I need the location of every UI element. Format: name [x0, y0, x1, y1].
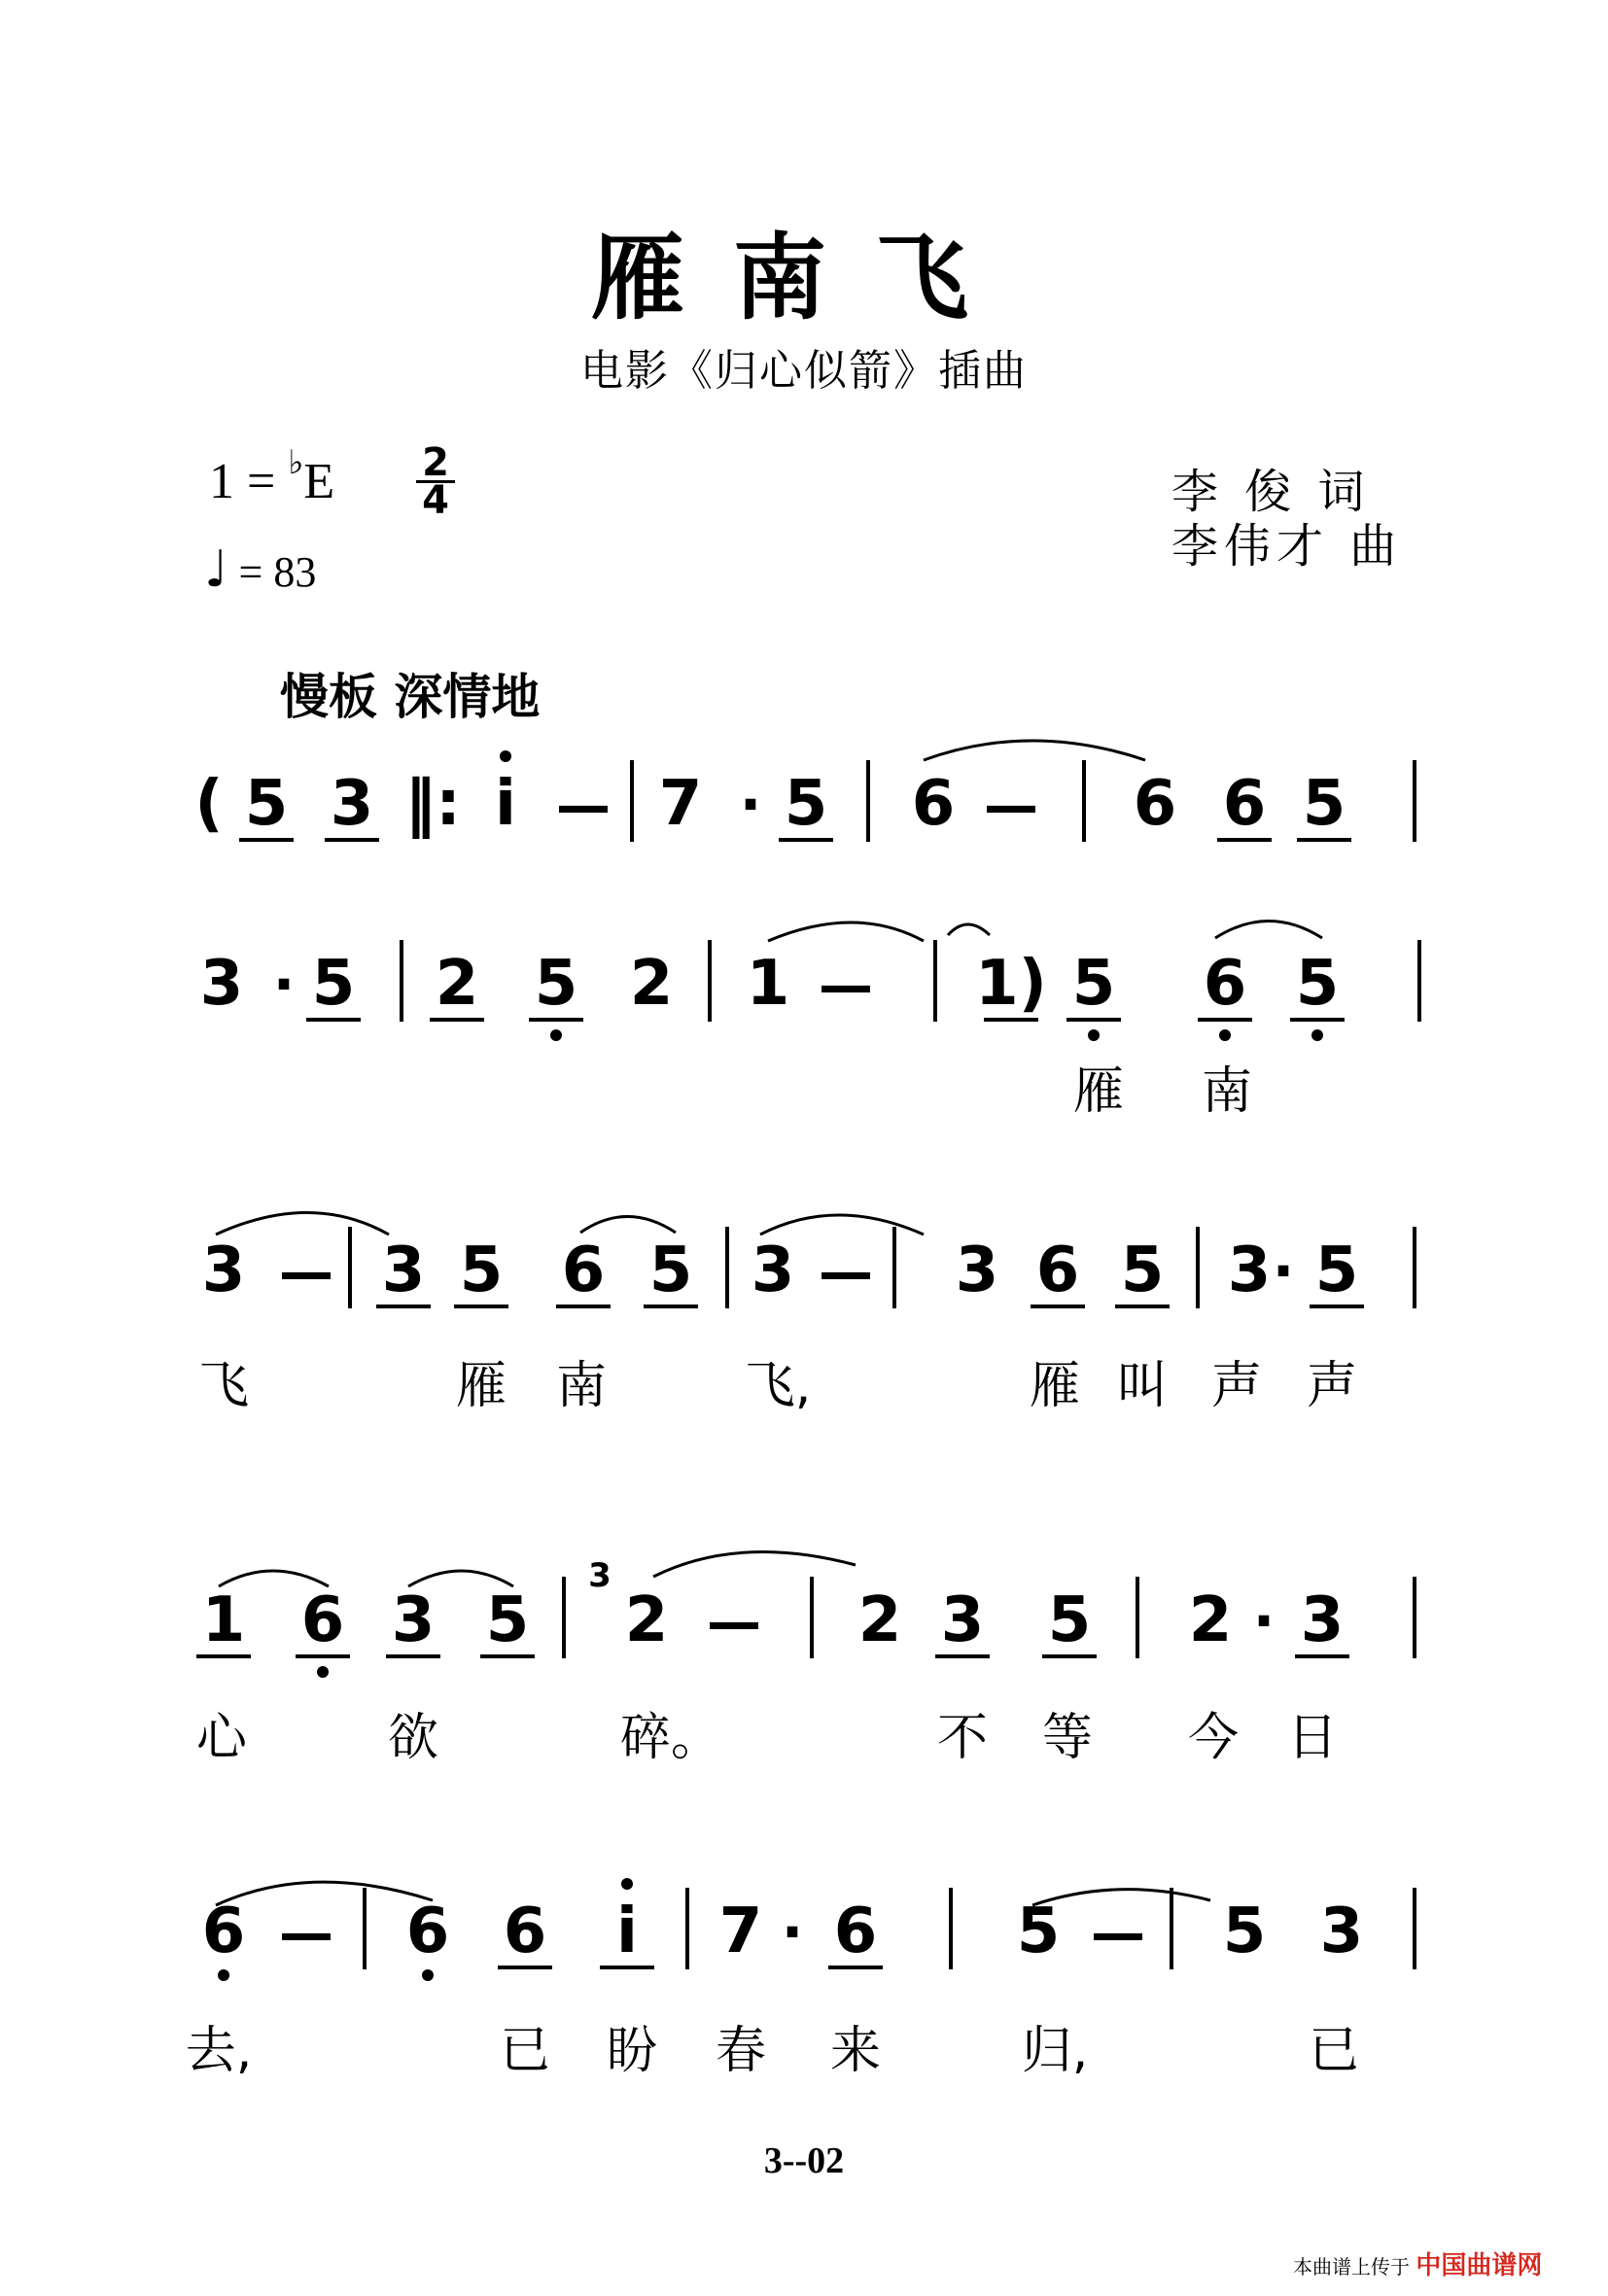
octave-dot-low: [218, 1969, 229, 1981]
lyric-syllable: 碎。: [619, 1709, 722, 1767]
octave-dot-low: [422, 1969, 434, 1981]
tie: [216, 1213, 389, 1235]
lyric-syllable: 欲: [387, 1709, 439, 1767]
note: 5: [534, 948, 578, 1020]
notation-system-3: [0, 1196, 1608, 1415]
note: 5: [1120, 1235, 1165, 1306]
time-signature-bottom: 4: [416, 480, 455, 518]
dash-sustain: —: [1091, 1902, 1145, 1966]
note: 3: [751, 1235, 795, 1306]
time-signature: [416, 440, 455, 523]
note: 5: [1016, 1896, 1061, 1967]
lyric-syllable: 今: [1187, 1709, 1240, 1767]
note: 5: [1295, 948, 1340, 1020]
note: 2: [624, 1584, 669, 1656]
note: 5: [648, 1235, 693, 1306]
lyric-syllable: 雁: [455, 1357, 507, 1415]
key-note: E: [303, 454, 335, 509]
slur: [580, 1217, 676, 1234]
notation-system-4: [0, 1546, 1608, 1767]
lyricist-credit: 李 俊 词: [1171, 465, 1371, 519]
flat-symbol: ♭: [288, 445, 304, 481]
note: 2: [629, 948, 674, 1020]
grace-note: 3: [588, 1556, 612, 1595]
note: 6: [503, 1896, 547, 1967]
lyric-syllable: 已: [1308, 2022, 1360, 2080]
dash-sustain: —: [279, 1902, 333, 1966]
quarter-note-icon: ♩: [204, 540, 228, 599]
note: 6: [1035, 1235, 1080, 1306]
song-title: 雁南飞: [591, 224, 1017, 332]
notation-system-2: [0, 909, 1608, 1121]
note: 3: [1319, 1896, 1364, 1967]
note: 5: [784, 768, 828, 840]
dash-sustain: —: [819, 955, 873, 1018]
note: 6: [833, 1896, 878, 1967]
tempo-marking: [204, 540, 317, 599]
lyric-syllable: 心: [195, 1709, 248, 1767]
dot-augmentation: ·: [781, 1898, 804, 1966]
lyric-syllable: 不: [936, 1709, 989, 1767]
lyric-syllable: 来: [829, 2022, 882, 2080]
note: 5: [1222, 1896, 1267, 1967]
tie: [760, 1215, 924, 1235]
dash-sustain: —: [556, 775, 611, 838]
note: 6: [1133, 768, 1177, 840]
note: 6: [405, 1896, 450, 1967]
note: 3: [940, 1584, 985, 1656]
lyric-syllable: 南: [555, 1357, 608, 1415]
footer-watermark: [1293, 2253, 1542, 2279]
note: 3: [391, 1584, 436, 1656]
dash-sustain: —: [279, 1241, 333, 1305]
note: 7: [718, 1896, 763, 1967]
note: 6: [1222, 768, 1267, 840]
note: 6: [911, 768, 956, 840]
note: 3: [381, 1235, 426, 1306]
lyric-syllable: 去,: [185, 2022, 253, 2080]
note: 1): [975, 948, 1047, 1020]
lyric-syllable: 飞,: [744, 1357, 812, 1415]
note: 5: [1302, 768, 1346, 840]
note: 6: [1203, 948, 1247, 1020]
lyric-syllable: 已: [499, 2022, 551, 2080]
lyric-syllable: 归,: [1021, 2022, 1089, 2080]
note: 5: [459, 1235, 504, 1306]
note: 3: [201, 1235, 246, 1306]
tie: [924, 741, 1145, 760]
dot-augmentation: ·: [739, 771, 762, 839]
lyric-syllable: 雁: [1072, 1062, 1125, 1121]
note: 3: [1227, 1235, 1272, 1306]
note: i: [616, 1896, 638, 1967]
note: 2: [1188, 1584, 1233, 1656]
octave-dot-low: [317, 1666, 329, 1678]
note: 3: [1300, 1584, 1345, 1656]
time-signature-top: 2: [422, 440, 449, 485]
note: 5: [311, 948, 356, 1020]
dash-sustain: —: [707, 1591, 761, 1654]
note: 3: [330, 768, 374, 840]
tie: [653, 1552, 856, 1577]
note: i: [495, 768, 516, 840]
note: 1: [201, 1584, 246, 1656]
octave-dot-low: [1311, 1029, 1323, 1041]
expression-mark: 慢板 深情地: [280, 669, 541, 725]
footer-brand-b: 曲谱网: [1466, 2251, 1543, 2280]
footer-brand-a: 中国: [1416, 2251, 1467, 2280]
note: 6: [561, 1235, 606, 1306]
note: 2: [857, 1584, 902, 1656]
note: 6: [201, 1896, 246, 1967]
note: 7: [658, 768, 703, 840]
octave-dot-low: [1088, 1029, 1100, 1041]
tie: [768, 922, 924, 941]
note: 5: [244, 768, 289, 840]
song-subtitle: 电影《归心似箭》插曲: [580, 346, 1028, 396]
lyric-syllable: 等: [1041, 1709, 1094, 1767]
note: 5: [485, 1584, 530, 1656]
lyric-syllable: 叫: [1116, 1357, 1169, 1415]
note: 6: [300, 1584, 345, 1656]
notation-system-1: [0, 734, 1608, 870]
paren-open: (: [194, 768, 224, 840]
lyric-syllable: 盼: [606, 2022, 658, 2080]
note: 2: [435, 948, 479, 1020]
lyric-syllable: 声: [1306, 1357, 1358, 1415]
key-signature: [209, 445, 335, 509]
key-prefix: 1 =: [209, 454, 289, 509]
lyric-syllable: 飞: [197, 1357, 250, 1415]
dot-augmentation: ·: [1272, 1237, 1295, 1305]
note: 5: [1314, 1235, 1359, 1306]
tie: [948, 924, 990, 935]
lyric-syllable: 声: [1210, 1357, 1263, 1415]
note: 3: [955, 1235, 999, 1306]
page-number: 3--02: [763, 2140, 845, 2181]
lyric-syllable: 南: [1201, 1062, 1253, 1121]
repeat-start: ‖:: [404, 768, 461, 840]
note: 5: [1071, 948, 1116, 1020]
tempo-value: = 83: [238, 548, 317, 596]
octave-dot-high: [500, 750, 511, 762]
note: 1: [746, 948, 790, 1020]
octave-dot-low: [550, 1029, 562, 1041]
dash-sustain: —: [984, 775, 1038, 838]
composer-credit: 李伟才 曲: [1171, 519, 1403, 574]
lyric-syllable: 春: [715, 2022, 767, 2080]
footer-prefix: 本曲谱上传于: [1293, 2255, 1410, 2279]
lyric-syllable: 雁: [1029, 1357, 1081, 1415]
dash-sustain: —: [819, 1241, 873, 1305]
dot-augmentation: ·: [272, 951, 296, 1019]
slur: [1215, 922, 1322, 939]
note: 5: [1047, 1584, 1092, 1656]
dot-augmentation: ·: [1252, 1587, 1276, 1655]
octave-dot-low: [1219, 1029, 1231, 1041]
note: 3: [199, 948, 244, 1020]
notation-system-5: [0, 1852, 1608, 2080]
octave-dot-high: [621, 1878, 633, 1890]
lyric-syllable: 日: [1286, 1709, 1339, 1767]
